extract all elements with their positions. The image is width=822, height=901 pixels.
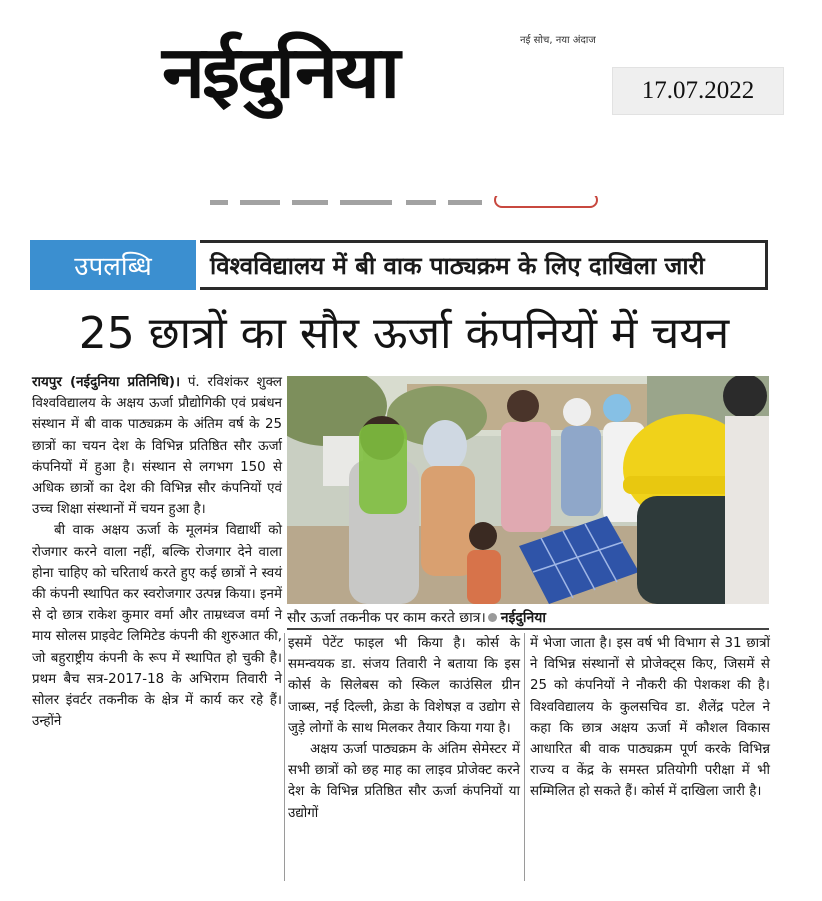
article-kicker: उपलब्धि	[30, 240, 196, 290]
photo-caption	[287, 606, 769, 630]
column-2-paragraph-2: अक्षय ऊर्जा पाठ्यक्रम के अंतिम सेमेस्टर में सभी छात्रों को छह माह का लाइव प्रोजेक्ट करने देश के विभिन्न प्रतिष्ठित सौर ऊर्जा कंपनियों या उद्योगों	[288, 742, 520, 821]
column-3-paragraph-1: में भेजा जाता है। इस वर्ष भी विभाग से 31 छात्रों ने विभिन्न संस्थानों से प्रोजेक्ट्स किए, जिसमें से 25 को कंपनियों ने नौकरी की पेशकश की है। विश्वविद्यालय के कुलसचिव डा. शैलेंद्र पटेल ने कहा कि छात्र अक्षय ऊर्जा में कौशल विकास आधारित बी वाक पाठ्यक्रम पूर्ण करके विभिन्न राज्य व केंद्र के समस्त प्रतियोगी परीक्षा में भी सम्मिलित हो सकते हैं। कोर्स में दाखिला जारी है।	[530, 636, 770, 800]
column-2-paragraph-1: इसमें पेटेंट फाइल भी किया है। कोर्स के समन्वयक डा. संजय तिवारी ने बताया कि इस कोर्स के सिलेबस को स्किल काउंसिल ग्रीन जाब्स, नई दिल्ली, क्रेडा के विशेषज्ञ व उद्योग से जुड़े लोगों के साथ मिलकर तैयार किया गया है।	[288, 636, 520, 736]
article-subhead: विश्वविद्यालय में बी वाक पाठ्यक्रम के लिए दाखिला जारी	[200, 240, 768, 290]
article-column-1	[32, 372, 282, 732]
caption-text: सौर ऊर्जा तकनीक पर काम करते छात्र।	[287, 609, 486, 626]
clipped-text-strip	[210, 196, 600, 210]
newspaper-logo: नईदुनिया	[162, 30, 397, 114]
article-column-2	[288, 633, 520, 824]
article-headline: 25 छात्रों का सौर ऊर्जा कंपनियों में चयन	[78, 308, 730, 359]
red-oval-mark	[494, 196, 598, 208]
bullet-icon	[488, 613, 497, 622]
column-divider	[524, 633, 525, 881]
photo-credit: नईदुनिया	[500, 609, 546, 626]
column-1-paragraph-2: बी वाक अक्षय ऊर्जा के मूलमंत्र विद्यार्थी को रोजगार करने वाला नहीं, बल्कि रोजगार देने वाला होना चाहिए को चरितार्थ करते हुए कई छात्रों ने स्वयं की कंपनी स्थापित कर स्वरोजगार उत्पन्न किया। इनमें से दो छात्र राकेश कुमार वर्मा और ताम्रध्वज वर्मा ने माय सोलस प्राइवेट लिमिटेड कंपनी की शुरुआत की, जो बहुराष्ट्रीय कंपनी के रूप में स्थापित हो चुकी है। प्रथम बैच सत्र-2017-18 के अभिराम तिवारी ने सोलर इंवर्टर तकनीक के क्षेत्र में कार्य कर रहे हैं। उन्होंने	[32, 523, 282, 730]
article-photo	[287, 376, 769, 604]
publication-date: 17.07.2022	[612, 67, 784, 115]
logo-tagline: नई सोच, नया अंदाज	[520, 35, 596, 46]
column-divider	[284, 633, 285, 881]
column-1-paragraph-1: पं. रविशंकर शुक्ल विश्वविद्यालय के अक्षय ऊर्जा प्रौद्योगिकी एवं प्रबंधन संस्थान में बी वाक पाठ्यक्रम के अंतिम वर्ष के 25 छात्रों का चयन देश के विभिन्न प्रतिष्ठित सौर ऊर्जा कंपनियों में हुआ है। संस्थान से लगभग 150 से अधिक छात्रों का देश की विभिन्न सौर कंपनियों एवं उच्च शिक्षा संस्थानों में चयन हुआ है।	[32, 375, 282, 518]
article-column-3	[530, 633, 770, 803]
dateline: रायपुर (नईदुनिया प्रतिनिधि)।	[32, 375, 181, 390]
students-solar-panel-photo	[287, 376, 769, 604]
